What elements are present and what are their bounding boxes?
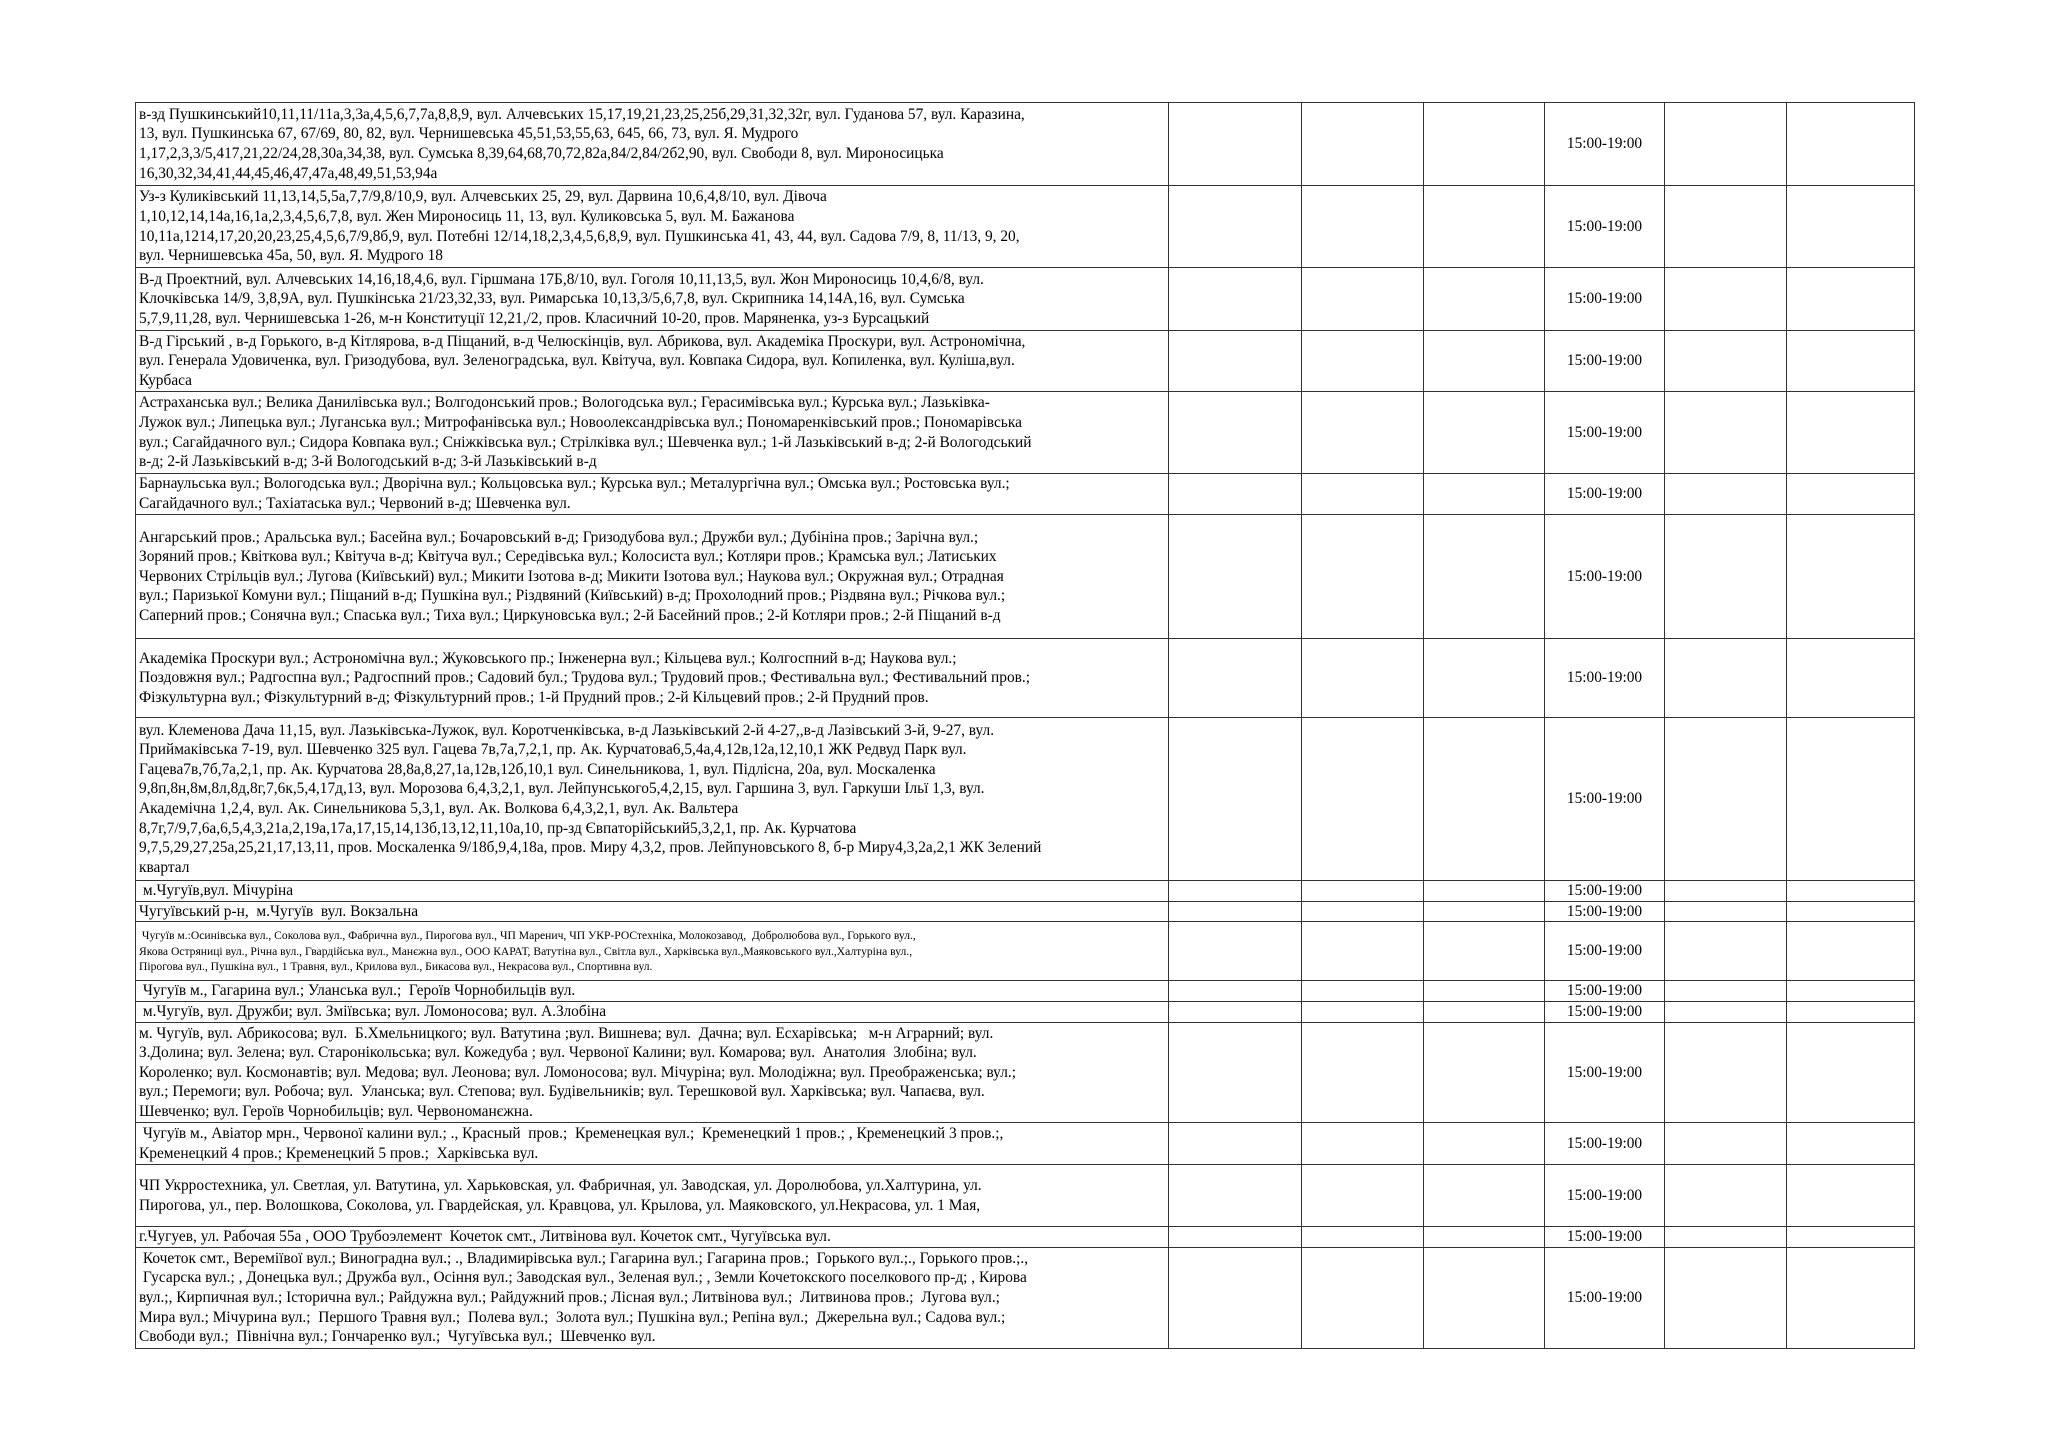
empty-cell (1787, 392, 1915, 474)
empty-cell (1787, 1247, 1915, 1348)
empty-cell (1665, 474, 1787, 515)
empty-cell (1302, 639, 1424, 718)
empty-cell (1169, 881, 1302, 902)
table-row (136, 922, 1915, 981)
time-cell: 15:00-19:00 (1545, 901, 1665, 922)
address-cell: Кочеток смт., Вереміївої вул.; Виноградна вул.; ., Владимирівська вул.; Гагарина вул.; Гагарина пров.; Горького вул.;., Горького пров.;., Гусарска вул.; , Донецька вул.; Дружба вул., Осіння вул.; Заводская вул., Зеленая вул.; , Земли Кочетокского поселкового пр-д; , Кирова вул.;, Кирпичная вул.; Історична вул.; Райдужна вул.; Райдужний пров.; Лісная вул.; Литвінова вул.; Литвинова пров.; Лугова вул.; Мира вул.; Мічурина вул.; Першого Травня вул.; Полева вул.; Золота вул.; Пушкіна вул.; Репіна вул.; Джерельна вул.; Садова вул.; Свободи вул.; Північна вул.; Гончаренко вул.; Чугуївська вул.; Шевченко вул. (136, 1247, 1169, 1348)
empty-cell (1302, 1023, 1424, 1123)
empty-cell (1665, 981, 1787, 1002)
empty-cell (1169, 1247, 1302, 1348)
empty-cell (1169, 922, 1302, 981)
empty-cell (1665, 515, 1787, 639)
empty-cell (1787, 1165, 1915, 1227)
empty-cell (1169, 639, 1302, 718)
empty-cell (1169, 981, 1302, 1002)
address-cell: м.Чугуїв, вул. Дружби; вул. Зміївська; вул. Ломоносова; вул. А.Злобіна (136, 1002, 1169, 1023)
time-cell: 15:00-19:00 (1545, 639, 1665, 718)
table-row (136, 1023, 1915, 1123)
empty-cell (1424, 718, 1545, 881)
empty-cell (1169, 1227, 1302, 1248)
table-row (136, 474, 1915, 515)
table-row (136, 515, 1915, 639)
empty-cell (1302, 881, 1424, 902)
empty-cell (1665, 881, 1787, 902)
empty-cell (1302, 103, 1424, 186)
empty-cell (1169, 1123, 1302, 1165)
empty-cell (1302, 922, 1424, 981)
empty-cell (1787, 268, 1915, 331)
table-row (136, 1227, 1915, 1248)
time-cell: 15:00-19:00 (1545, 515, 1665, 639)
address-cell: Академіка Проскури вул.; Астрономічна вул.; Жуковського пр.; Інженерна вул.; Кільцева вул.; Колгоспний в-д; Наукова вул.; Поздовжня вул.; Радгоспна вул.; Радгоспний пров.; Садовий бул.; Трудова вул.; Трудовий пров.; Фестивальна вул.; Фестивальний пров.; Фізкультурна вул.; Фізкультурний в-д; Фізкультурний пров.; 1-й Прудний пров.; 2-й Кільцевий пров.; 2-й Прудний пров. (136, 639, 1169, 718)
time-cell: 15:00-19:00 (1545, 1227, 1665, 1248)
address-cell: Астраханська вул.; Велика Данилівська вул.; Волгодонський пров.; Вологодська вул.; Герасимівська вул.; Курська вул.; Лазьківка- Лужок вул.; Липецька вул.; Луганська вул.; Митрофанівська вул.; Новоолександрівська вул.; Пономаренківський пров.; Пономарівська вул.; Сагайдачного вул.; Сидора Ковпака вул.; Сніжківська вул.; Стрілківка вул.; Шевченка вул.; 1-й Лазьківський в-д; 2-й Вологодський в-д; 2-й Лазьківський в-д; 3-й Вологодський в-д; 3-й Лазьківський в-д (136, 392, 1169, 474)
address-cell: вул. Клеменова Дача 11,15, вул. Лазьківська-Лужок, вул. Коротченківська, в-д Лазьківський 2-й 4-27,,в-д Лазівський 3-й, 9-27, вул. Приймаківська 7-19, вул. Шевченко 325 вул. Гацева 7в,7а,7,2,1, пр. Ак. Курчатова6,5,4а,4,12в,12а,12,10,1 ЖК Редвуд Парк вул. Гацева7в,7б,7а,2,1, пр. Ак. Курчатова 28,8а,8,27,1а,12в,12б,10,1 вул. Синельникова, 1, вул. Підлісна, 20а, вул. Москаленка 9,8п,8н,8м,8л,8д,8г,7,6к,5,4,17д,13, вул. Морозова 6,4,3,2,1, вул. Лейпунського5,4,2,15, вул. Гаршина 3, вул. Гаркуши Ільї 1,3, вул. Академічна 1,2,4, вул. Ак. Синельникова 5,3,1, вул. Ак. Волкова 6,4,3,2,1, вул. Ак. Вальтера 8,7г,7/9,7,6а,6,5,4,3,21а,2,19а,17а,17,15,14,13б,13,12,11,10а,10, пр-зд Євпаторійський5,3,2,1, пр. Ак. Курчатова 9,7,5,29,27,25а,25,21,17,13,11, пров. Москаленка 9/18б,9,4,18а, пров. Миру 4,3,2, пров. Лейпуновського 8, б-р Миру4,3,2а,2,1 ЖК Зелений квартал (136, 718, 1169, 881)
empty-cell (1665, 186, 1787, 268)
empty-cell (1169, 901, 1302, 922)
address-cell: Ангарський пров.; Аральська вул.; Басейна вул.; Бочаровський в-д; Гризодубова вул.; Дружби вул.; Дубініна пров.; Зарічна вул.; Зоряний пров.; Квіткова вул.; Квітуча в-д; Квітуча вул.; Середівська вул.; Колосиста вул.; Котляри пров.; Крамська вул.; Латиських Червоних Стрільців вул.; Лугова (Київський) вул.; Микити Ізотова в-д; Микити Ізотова вул.; Наукова вул.; Окружная вул.; Отрадная вул.; Паризької Комуни вул.; Піщаний в-д; Пушкіна вул.; Різдвяний (Київський) в-д; Прохолодний пров.; Різдвяна вул.; Річкова вул.; Саперний пров.; Сонячна вул.; Спаська вул.; Тиха вул.; Циркуновська вул.; 2-й Басейний пров.; 2-й Котляри пров.; 2-й Піщаний в-д (136, 515, 1169, 639)
time-cell: 15:00-19:00 (1545, 1165, 1665, 1227)
address-cell: В-д Гірський , в-д Горького, в-д Кітлярова, в-д Піщаний, в-д Челюскінців, вул. Абрикова, вул. Академіка Проскури, вул. Астрономічна, вул. Генерала Удовиченка, вул. Гризодубова, вул. Зеленоградська, вул. Квітуча, вул. Ковпака Сидора, вул. Копиленка, вул. Куліша,вул. Курбаса (136, 331, 1169, 392)
time-cell: 15:00-19:00 (1545, 881, 1665, 902)
address-cell: Барнаульська вул.; Вологодська вул.; Дворічна вул.; Кольцовська вул.; Курська вул.; Металургічна вул.; Омська вул.; Ростовська вул.; Сагайдачного вул.; Тахіатаська вул.; Червоний в-д; Шевченка вул. (136, 474, 1169, 515)
empty-cell (1787, 881, 1915, 902)
empty-cell (1424, 981, 1545, 1002)
empty-cell (1665, 1002, 1787, 1023)
time-cell: 15:00-19:00 (1545, 392, 1665, 474)
empty-cell (1302, 1123, 1424, 1165)
table-row (136, 268, 1915, 331)
time-cell: 15:00-19:00 (1545, 922, 1665, 981)
address-cell: В-д Проектний, вул. Алчевських 14,16,18,4,6, вул. Гіршмана 17Б,8/10, вул. Гоголя 10,11,13,5, вул. Жон Мироносиць 10,4,6/8, вул. Клочківська 14/9, 3,8,9А, вул. Пушкінська 21/23,32,33, вул. Римарська 10,13,3/5,6,7,8, вул. Скрипника 14,14А,16, вул. Сумська 5,7,9,11,28, вул. Чернишевська 1-26, м-н Конституції 12,21,/2, пров. Класичний 10-20, пров. Маряненка, уз-з Бурсацький (136, 268, 1169, 331)
empty-cell (1424, 1123, 1545, 1165)
address-cell: м. Чугуїв, вул. Абрикосова; вул. Б.Хмельницкого; вул. Ватутина ;вул. Вишнева; вул. Дачна; вул. Есхарівська; м-н Аграрний; вул. З.Долина; вул. Зелена; вул. Старонікольська; вул. Кожедуба ; вул. Червоної Калини; вул. Комарова; вул. Анатолия Злобіна; вул. Короленко; вул. Космонавтів; вул. Медова; вул. Леонова; вул. Ломоносова; вул. Мічуріна; вул. Молодіжна; вул. Преображенська; вул.; вул.; Перемоги; вул. Робоча; вул. Уланська; вул. Степова; вул. Будівельників; вул. Терешковой вул. Харківська; вул. Чапаєва, вул. Шевченко; вул. Героїв Чорнобильців; вул. Червономанєжна. (136, 1023, 1169, 1123)
address-cell: Чугуївський р-н, м.Чугуїв вул. Вокзальна (136, 901, 1169, 922)
empty-cell (1787, 901, 1915, 922)
empty-cell (1424, 922, 1545, 981)
empty-cell (1665, 1247, 1787, 1348)
empty-cell (1424, 1002, 1545, 1023)
empty-cell (1424, 639, 1545, 718)
address-cell: ЧП Укрростехника, ул. Светлая, ул. Ватутина, ул. Харьковская, ул. Фабричная, ул. Заводская, ул. Доролюбова, ул.Халтурина, ул. Пирогова, ул., пер. Волошкова, Соколова, ул. Гвардейская, ул. Кравцова, ул. Крылова, ул. Маяковского, ул.Некрасова, ул. 1 Мая, (136, 1165, 1169, 1227)
empty-cell (1302, 718, 1424, 881)
address-cell: Уз-з Куликівський 11,13,14,5,5а,7,7/9,8/10,9, вул. Алчевських 25, 29, вул. Дарвина 10,6,4,8/10, вул. Дівоча 1,10,12,14,14а,16,1а,2,3,4,5,6,7,8, вул. Жен Мироносиць 11, 13, вул. Куликовська 5, вул. М. Бажанова 10,11а,1214,17,20,20,23,25,4,5,6,7/9,8б,9, вул. Потебні 12/14,18,2,3,4,5,6,8,9, вул. Пушкинська 41, 43, 44, вул. Садова 7/9, 8, 11/13, 9, 20, вул. Чернишевська 45а, 50, вул. Я. Мудрого 18 (136, 186, 1169, 268)
empty-cell (1169, 392, 1302, 474)
empty-cell (1302, 268, 1424, 331)
empty-cell (1302, 515, 1424, 639)
table-row (136, 901, 1915, 922)
empty-cell (1665, 1227, 1787, 1248)
empty-cell (1169, 1165, 1302, 1227)
table-row (136, 103, 1915, 186)
time-cell: 15:00-19:00 (1545, 474, 1665, 515)
empty-cell (1424, 881, 1545, 902)
table-row (136, 718, 1915, 881)
empty-cell (1424, 331, 1545, 392)
empty-cell (1302, 392, 1424, 474)
table-row (136, 639, 1915, 718)
empty-cell (1424, 268, 1545, 331)
address-cell: в-зд Пушкинський10,11,11/11а,3,3а,4,5,6,7,7а,8,8,9, вул. Алчевських 15,17,19,21,23,25,25б,29,31,32,32г, вул. Гуданова 57, вул. Каразина, 13, вул. Пушкинська 67, 67/69, 80, 82, вул. Чернишевська 45,51,53,55,63, 645, 66, 73, вул. Я. Мудрого 1,17,2,3,3/5,417,21,22/24,28,30а,34,38, вул. Сумська 8,39,64,68,70,72,82а,84/2,84/2б2,90, вул. Свободи 8, вул. Мироносицька 16,30,32,34,41,44,45,46,47,47а,48,49,51,53,94а (136, 103, 1169, 186)
empty-cell (1424, 1227, 1545, 1248)
empty-cell (1169, 268, 1302, 331)
empty-cell (1665, 1165, 1787, 1227)
empty-cell (1665, 922, 1787, 981)
address-cell: Чугуїв м.:Осинівська вул., Соколова вул., Фабрична вул., Пирогова вул., ЧП Маренич, ЧП УКР-РОСтехніка, Молокозавод, Добролюбова вул., Горького вул., Якова Остряниці вул., Річна вул., Гвардійська вул., Манєжна вул., ООО КАРАТ, Ватутіна вул., Світла вул., Харківська вул.,Маяковського вул.,Халтуріна вул., Пірогова вул., Пушкіна вул., 1 Травня, вул., Крилова вул., Бикасова вул., Некрасова вул., Спортивна вул. (136, 922, 1169, 981)
empty-cell (1787, 1123, 1915, 1165)
time-cell: 15:00-19:00 (1545, 268, 1665, 331)
table-row (136, 881, 1915, 902)
empty-cell (1302, 474, 1424, 515)
empty-cell (1169, 1002, 1302, 1023)
empty-cell (1787, 1227, 1915, 1248)
empty-cell (1169, 515, 1302, 639)
empty-cell (1665, 1123, 1787, 1165)
empty-cell (1424, 1023, 1545, 1123)
time-cell: 15:00-19:00 (1545, 331, 1665, 392)
time-cell: 15:00-19:00 (1545, 1002, 1665, 1023)
empty-cell (1424, 392, 1545, 474)
empty-cell (1424, 1247, 1545, 1348)
time-cell: 15:00-19:00 (1545, 1123, 1665, 1165)
table-row (136, 186, 1915, 268)
empty-cell (1302, 1002, 1424, 1023)
time-cell: 15:00-19:00 (1545, 1023, 1665, 1123)
empty-cell (1787, 1002, 1915, 1023)
empty-cell (1787, 515, 1915, 639)
address-cell: м.Чугуїв,вул. Мічуріна (136, 881, 1169, 902)
table-row (136, 1123, 1915, 1165)
empty-cell (1665, 901, 1787, 922)
time-cell: 15:00-19:00 (1545, 981, 1665, 1002)
empty-cell (1302, 901, 1424, 922)
time-cell: 15:00-19:00 (1545, 1247, 1665, 1348)
empty-cell (1665, 392, 1787, 474)
address-cell: г.Чугуев, ул. Рабочая 55а , ООО Трубоэлемент Кочеток смт., Литвінова вул. Кочеток смт., Чугуївська вул. (136, 1227, 1169, 1248)
empty-cell (1169, 718, 1302, 881)
empty-cell (1424, 186, 1545, 268)
empty-cell (1169, 186, 1302, 268)
empty-cell (1787, 718, 1915, 881)
empty-cell (1302, 186, 1424, 268)
table-row (136, 331, 1915, 392)
empty-cell (1787, 922, 1915, 981)
empty-cell (1787, 103, 1915, 186)
schedule-table (135, 102, 1915, 1349)
empty-cell (1665, 103, 1787, 186)
empty-cell (1302, 1165, 1424, 1227)
empty-cell (1169, 331, 1302, 392)
empty-cell (1787, 331, 1915, 392)
table-row (136, 1165, 1915, 1227)
table-row (136, 1247, 1915, 1348)
address-cell: Чугуїв м., Гагарина вул.; Уланська вул.; Героїв Чорнобильців вул. (136, 981, 1169, 1002)
empty-cell (1665, 331, 1787, 392)
time-cell: 15:00-19:00 (1545, 103, 1665, 186)
address-cell: Чугуїв м., Авіатор мрн., Червоної калини вул.; ., Красный пров.; Кременецкая вул.; Кременецкий 1 пров.; , Кременецкий 3 пров.;, Кременецкий 4 пров.; Кременецкий 5 пров.; Харківська вул. (136, 1123, 1169, 1165)
empty-cell (1787, 474, 1915, 515)
empty-cell (1665, 268, 1787, 331)
empty-cell (1424, 474, 1545, 515)
empty-cell (1424, 901, 1545, 922)
empty-cell (1424, 1165, 1545, 1227)
empty-cell (1169, 1023, 1302, 1123)
empty-cell (1787, 639, 1915, 718)
empty-cell (1302, 1247, 1424, 1348)
empty-cell (1665, 718, 1787, 881)
time-cell: 15:00-19:00 (1545, 718, 1665, 881)
empty-cell (1787, 186, 1915, 268)
empty-cell (1169, 474, 1302, 515)
empty-cell (1787, 981, 1915, 1002)
empty-cell (1424, 515, 1545, 639)
table-row (136, 1002, 1915, 1023)
time-cell: 15:00-19:00 (1545, 186, 1665, 268)
table-row (136, 392, 1915, 474)
empty-cell (1665, 1023, 1787, 1123)
empty-cell (1302, 981, 1424, 1002)
empty-cell (1424, 103, 1545, 186)
table-row (136, 981, 1915, 1002)
empty-cell (1302, 1227, 1424, 1248)
empty-cell (1665, 639, 1787, 718)
empty-cell (1169, 103, 1302, 186)
empty-cell (1302, 331, 1424, 392)
empty-cell (1787, 1023, 1915, 1123)
